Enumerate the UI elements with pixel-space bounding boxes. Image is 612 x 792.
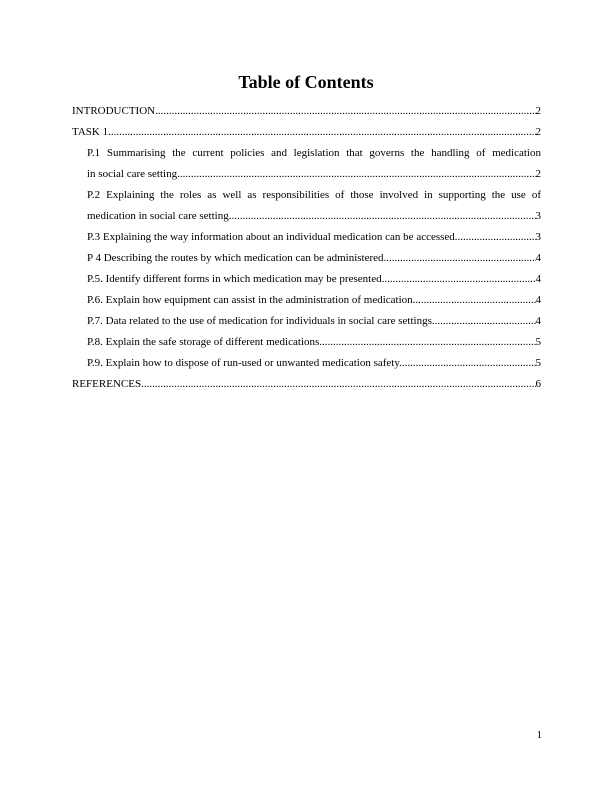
toc-entry-introduction[interactable] <box>72 101 541 122</box>
toc-entry-label: REFERENCES ..... <box>72 374 536 395</box>
toc-entry-label: in social care setting ..... <box>87 164 536 185</box>
toc-entry-page: 4 <box>535 252 541 264</box>
toc-entry-references[interactable] <box>72 374 541 395</box>
toc-entry-label-line1: P.2 Explaining the roles as well as responsibilities of those involved in supporting the use of <box>87 189 541 201</box>
toc-entry-p5[interactable] <box>72 269 541 290</box>
page-number: 1 <box>536 729 542 741</box>
toc-entry-p7[interactable] <box>72 311 541 332</box>
toc-entry-label: INTRODUCTION ..... <box>72 101 536 122</box>
toc-entry-page: 5 <box>535 357 541 369</box>
toc-title: Table of Contents <box>238 72 374 92</box>
toc-entry-p6[interactable] <box>72 290 541 311</box>
toc-entry-page: 4 <box>535 273 541 285</box>
toc-entry-p1[interactable] <box>72 143 541 185</box>
toc-entry-label: TASK 1 ..... <box>72 122 536 143</box>
toc-entry-label-line1: P.1 Summarising the current policies and legislation that governs the handling of medication <box>87 147 541 159</box>
toc-entry-page: 6 <box>535 378 541 390</box>
toc-entry-page: 5 <box>535 336 541 348</box>
toc-entry-label: P.9. Explain how to dispose of run-used or unwanted medication safety ..... <box>87 353 536 374</box>
toc-entry-label: medication in social care setting ..... <box>87 206 536 227</box>
toc-entry-page: 4 <box>535 315 541 327</box>
toc-entry-label: P.3 Explaining the way information about an individual medication can be accessed ..... <box>87 227 536 248</box>
toc-entry-page: 2 <box>535 168 541 180</box>
toc-entry-p9[interactable] <box>72 353 541 374</box>
toc-entry-label: P.6. Explain how equipment can assist in the administration of medication ..... <box>87 290 536 311</box>
toc-entry-label: P.7. Data related to the use of medication for individuals in social care settings ..... <box>87 311 536 332</box>
toc-entry-label: P 4 Describing the routes by which medication can be administered ..... <box>87 248 536 269</box>
toc-entry-p3[interactable] <box>72 227 541 248</box>
toc-entry-p8[interactable] <box>72 332 541 353</box>
toc-entry-p4[interactable] <box>72 248 541 269</box>
toc-entry-p2[interactable] <box>72 185 541 227</box>
toc-entry-label: P.8. Explain the safe storage of different medications ..... <box>87 332 536 353</box>
toc-entry-page: 3 <box>535 210 541 222</box>
toc-entry-page: 2 <box>535 126 541 138</box>
toc-entry-task-1[interactable] <box>72 122 541 143</box>
toc-entry-page: 2 <box>535 105 541 117</box>
toc-entry-page: 4 <box>535 294 541 306</box>
toc-entry-label: P.5. Identify different forms in which medication may be presented ..... <box>87 269 536 290</box>
toc-entry-page: 3 <box>535 231 541 243</box>
toc-list <box>72 101 541 395</box>
